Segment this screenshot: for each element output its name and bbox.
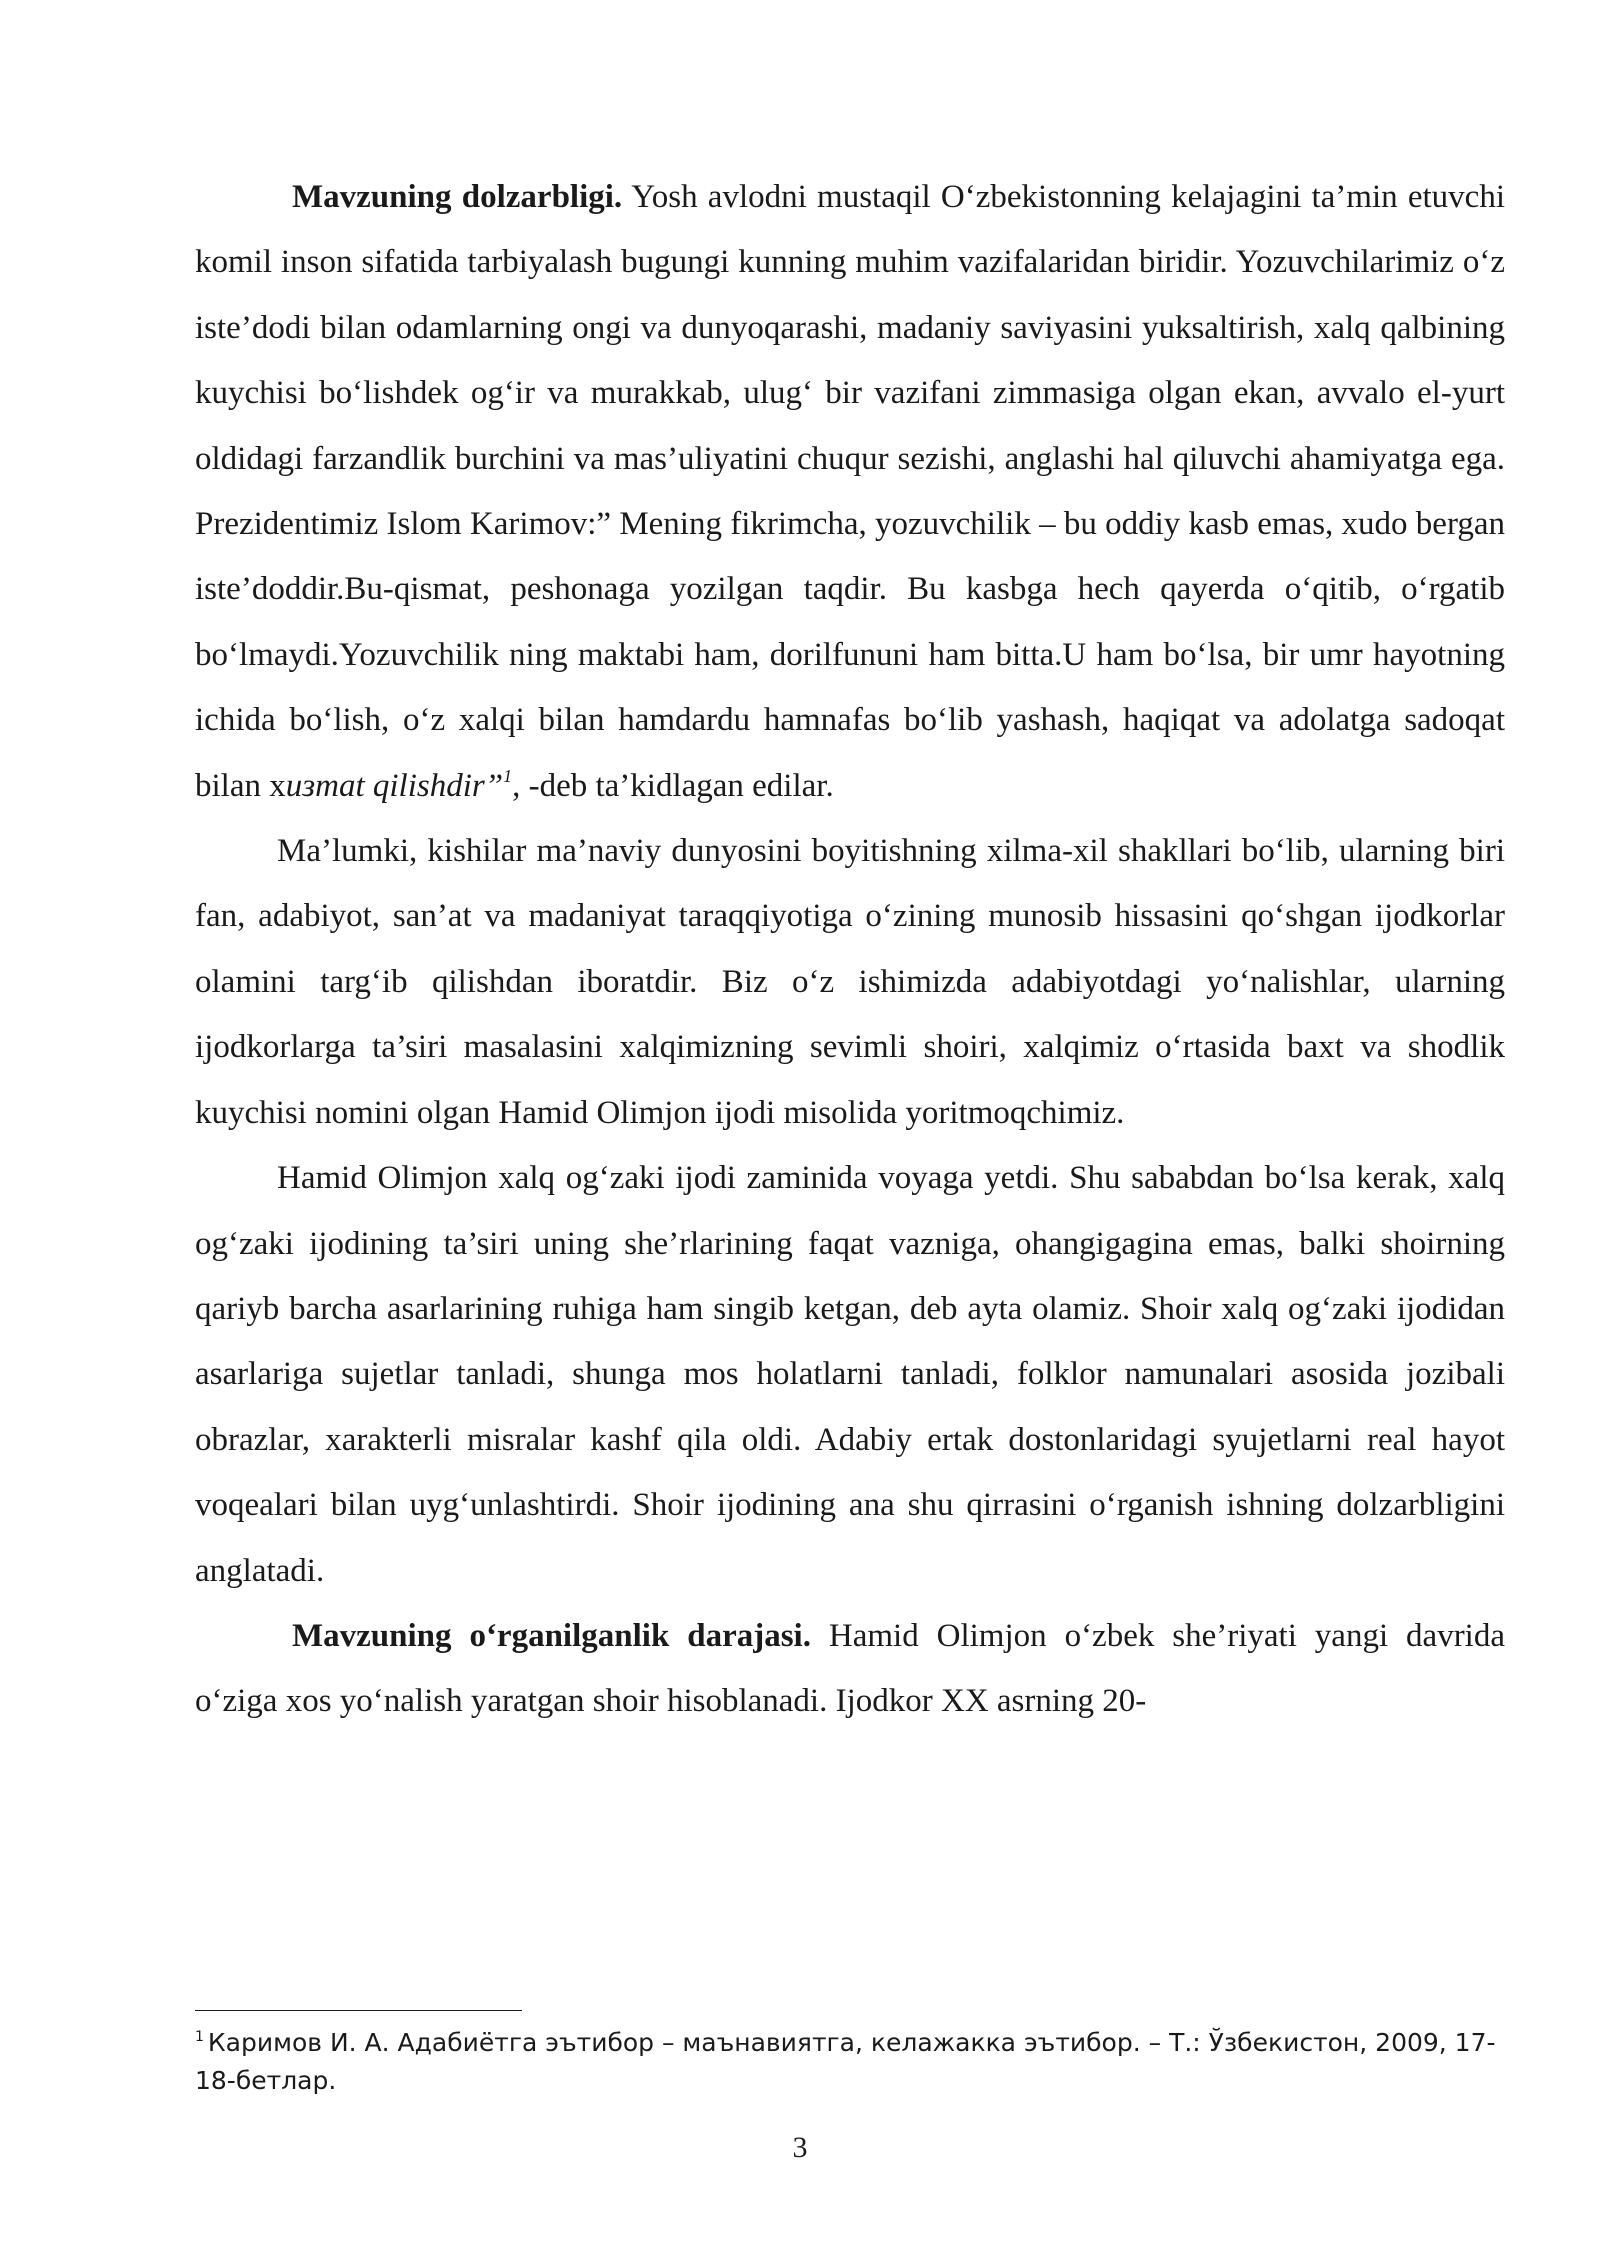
paragraph-study-level [195, 1604, 1505, 1735]
paragraph-text-end: , -deb ta’kidlagan edilar. [512, 767, 834, 804]
footnote-number: 1 [195, 2029, 204, 2045]
paragraph-text: Hamid Olimjon xalq og‘zaki ijodi zaminida voyaga yetdi. Shu sababdan bo‘lsa kerak, xalq og‘zaki ijodining ta’siri uning she’rlarining faqat vazniga, ohangigagina emas, balki shoirning qariyb barcha asarlarining ruhiga ham singib ketgan, deb ayta olamiz. Shoir xalq og‘zaki ijodidan asarlariga sujetlar tanladi, shunga mos holatlarni tanladi, folklor namunalari asosida jozibali obrazlar, xarakterli misralar kashf qila oldi. Adabiy ertak dostonlaridagi syujetlarni real hayot voqealari bilan uyg‘unlashtirdi. Shoir ijodining ana shu qirrasini o‘rganish ishning dolzarbligini anglatadi. [195, 1160, 1505, 1589]
paragraph-text: Hamid Olimjon o‘zbek she’riyati yangi davrida o‘ziga xos yo‘nalish yaratgan shoir hisoblanadi. Ijodkor XX asrning 20- [195, 1617, 1505, 1720]
paragraph-text: Yosh avlodni mustaqil O‘zbekistonning kelajagini ta’min etuvchi komil inson sifatida tarbiyalash bugungi kunning muhim vazifalaridan biridir. Yozuvchilarimiz o‘z iste’dodi bilan odamlarning ongi va dunyoqarashi, madaniy saviyasini yuksaltirish, xalq qalbining kuychisi bo‘lishdek og‘ir va murakkab, ulug‘ bir vazifani zimmasiga olgan ekan, avvalo el-yurt oldidagi farzandlik burchini va mas’uliyatini chuqur sezishi, anglashi hal qiluvchi ahamiyatga ega. Prezidentimiz Islom Karimov:” Mening fikrimcha, yozuvchilik – bu oddiy kasb emas, xudo bergan iste’doddir.Bu-qismat, peshonaga yozilgan taqdir. Bu kasbga hech qayerda o‘qitib, o‘rgatib bo‘lmaydi.Yozuvchilik ning maktabi ham, dorilfununi ham bitta.U ham bo‘lsa, bir umr hayotning ichida bo‘lish, o‘z xalqi bilan hamdardu hamnafas bo‘lib yashash, haqiqat va adolatga sadoqat bilan x [195, 179, 1505, 804]
paragraph-folk-influence [195, 1146, 1505, 1604]
footnote-reference[interactable]: 1 [503, 765, 513, 786]
page-body [195, 165, 1505, 1735]
quote-italic: изmat qilishdir” [285, 767, 504, 804]
footnote [195, 2024, 1505, 2100]
section-heading-relevance: Mavzuning dolzarbligi. [292, 179, 623, 215]
footnote-divider [195, 2010, 522, 2011]
paragraph-text: Ma’lumki, kishilar ma’naviy dunyosini boyitishning xilma-xil shakllari bo‘lib, ularning biri fan, adabiyot, san’at va madaniyat taraqqiyotiga o‘zining munosib hissasini qo‘shgan ijodkorlar olamini targ‘ib qilishdan iboratdir. Biz o‘z ishimizda adabiyotdagi yo‘nalishlar, ularning ijodkorlarga ta’siri masalasini xalqimizning sevimli shoiri, xalqimiz o‘rtasida baxt va shodlik kuychisi nomini olgan Hamid Olimjon ijodi misolida yoritmoqchimiz. [195, 833, 1505, 1131]
footnote-text: Каримов И. А. Адабиётга эътибор – маънавиятга, келажакка эътибор. – Т.: Ўзбекистон, 2009, 17-18-бетлар. [195, 2028, 1496, 2095]
paragraph-relevance [195, 165, 1505, 819]
page-number: 3 [792, 2131, 808, 2164]
section-heading-study-level: Mavzuning o‘rganilganlik darajasi. [292, 1617, 811, 1654]
paragraph-spiritual-world [195, 819, 1505, 1146]
